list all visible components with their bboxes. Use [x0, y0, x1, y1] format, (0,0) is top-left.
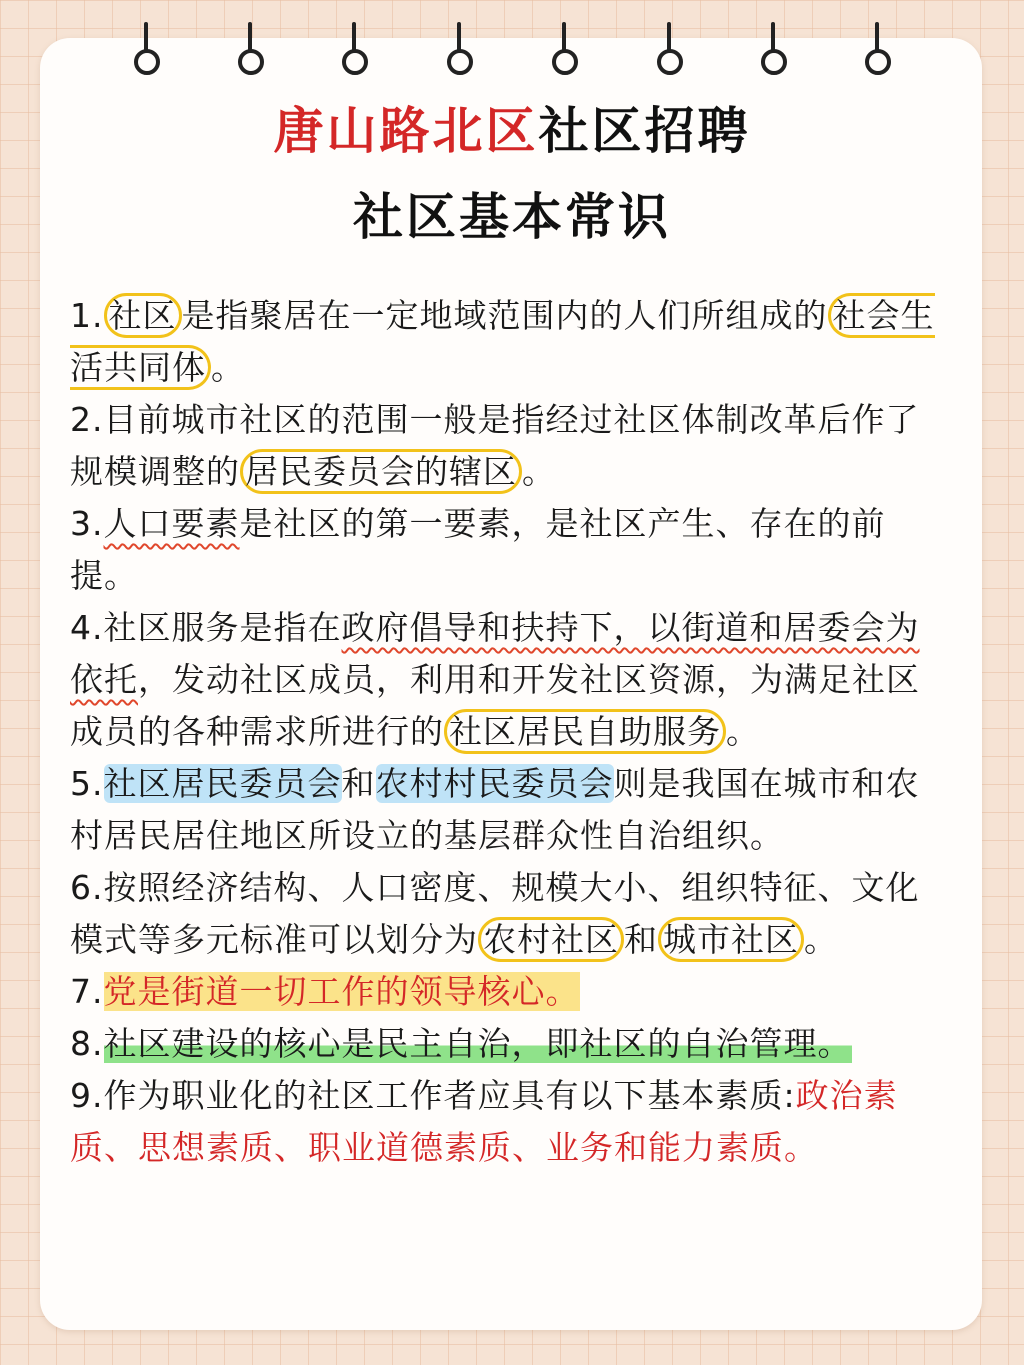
binder-ring-icon [237, 22, 263, 82]
circled-term: 社区 [104, 293, 182, 338]
list-item: 4.社区服务是指在政府倡导和扶持下，以街道和居委会为依托，发动社区成员，利用和开发社区资源，为满足社区成员的各种需求所进行的 社区居民自助服务 。 [70, 602, 950, 758]
binder-rings [0, 0, 1024, 90]
binder-ring-icon [133, 22, 159, 82]
blue-highlight: 社区居民委员会 [103, 764, 342, 803]
circled-term: 农村社区 [478, 917, 624, 962]
wavy-term: 政府倡导和扶持下，以街道和居委会为依托 [70, 608, 920, 699]
wavy-term: 人口要素 [103, 504, 240, 543]
title-highlight: 唐山路北区 [273, 102, 539, 160]
page-title [0, 98, 1024, 164]
list-item: 6.按照经济结构、人口密度、规模大小、组织特征、文化模式等多元标准可以划分为 农村社区 和 城市社区 。 [70, 862, 950, 966]
knowledge-list [70, 290, 950, 1174]
circled-term: 居民委员会的辖区 [240, 449, 522, 494]
binder-ring-icon [551, 22, 577, 82]
green-highlight: 社区建设的核心是民主自治，即社区的自治管理。 [103, 1024, 852, 1063]
binder-ring-icon [656, 22, 682, 82]
circled-term: 社区居民自助服务 [444, 709, 726, 754]
binder-ring-icon [341, 22, 367, 82]
binder-ring-icon [864, 22, 890, 82]
blue-highlight: 农村村民委员会 [375, 764, 614, 803]
list-item: 3.人口要素是社区的第一要素，是社区产生、存在的前提。 [70, 504, 886, 595]
page-subtitle: 社区基本常识 [353, 188, 671, 246]
circled-term: 城市社区 [658, 917, 804, 962]
red-text: 政治素质、思想素质、职业道德素质、业务和能力素质。 [70, 1076, 898, 1167]
list-item: 5.社区居民委员会和农村村民委员会则是我国在城市和农村居民居住地区所设立的基层群众性自治组织。 [70, 764, 920, 855]
list-item: 1. 社区 是指聚居在一定地域范围内的人们所组成的 社会生活共同体 。 [70, 290, 950, 394]
yellow-highlight: 党是街道一切工作的领导核心。 [103, 972, 580, 1011]
list-item: 8.社区建设的核心是民主自治，即社区的自治管理。 [70, 1024, 852, 1063]
binder-ring-icon [760, 22, 786, 82]
circled-term: 社会生活共同体 [70, 293, 935, 390]
list-item: 2.目前城市社区的范围一般是指经过社区体制改革后作了规模调整的 居民委员会的辖区 。 [70, 394, 950, 498]
list-item: 7.党是街道一切工作的领导核心。 [70, 972, 580, 1011]
list-item: 9.作为职业化的社区工作者应具有以下基本素质:政治素质、思想素质、职业道德素质、业务和能力素质。 [70, 1076, 898, 1167]
title-rest: 社区招聘 [538, 102, 751, 160]
binder-ring-icon [446, 22, 472, 82]
